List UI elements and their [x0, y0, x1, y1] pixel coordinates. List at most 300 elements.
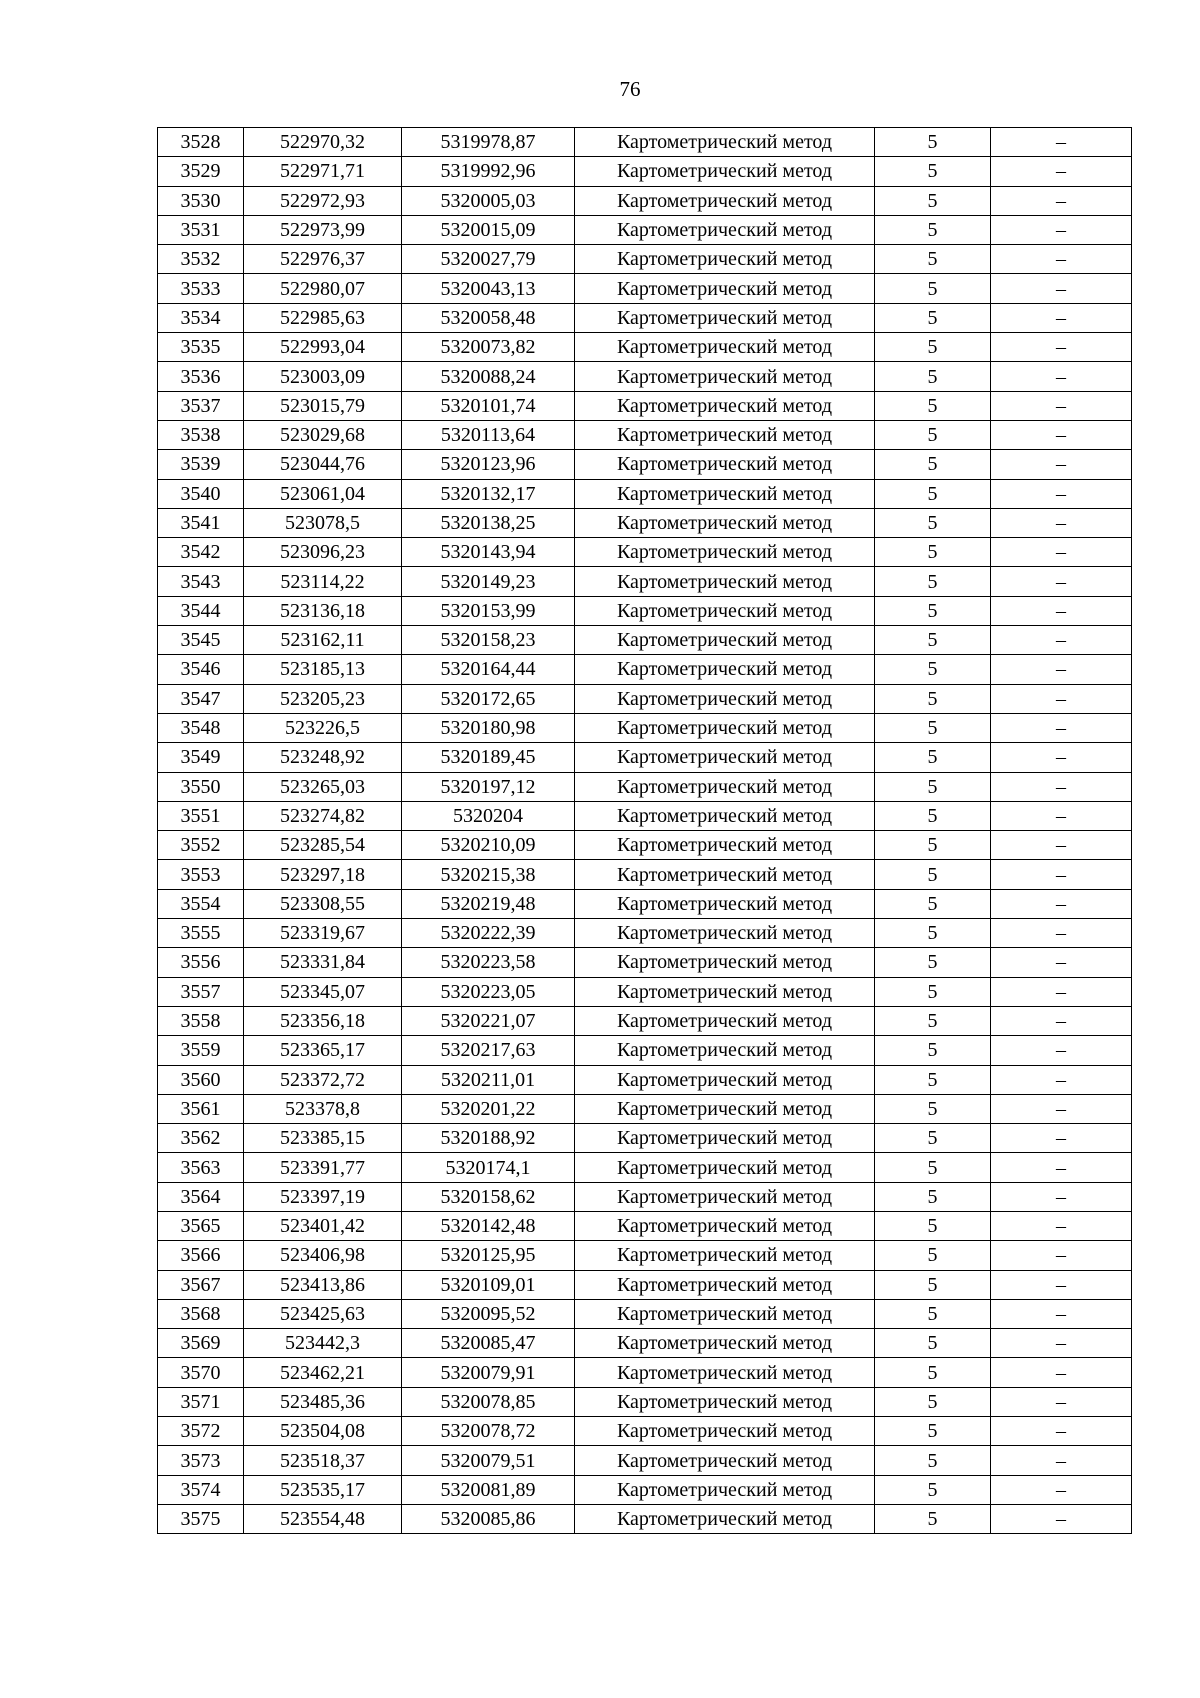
point-number-cell: 3562: [158, 1124, 244, 1153]
x-coordinate-cell: 523319,67: [244, 919, 402, 948]
description-cell: –: [991, 596, 1132, 625]
accuracy-cell: 5: [875, 362, 991, 391]
table-row: [158, 772, 1132, 801]
table-row: [158, 157, 1132, 186]
x-coordinate-cell: 523061,04: [244, 479, 402, 508]
table-row: [158, 391, 1132, 420]
y-coordinate-cell: 5320180,98: [402, 713, 575, 742]
point-number-cell: 3533: [158, 274, 244, 303]
y-coordinate-cell: 5320222,39: [402, 919, 575, 948]
accuracy-cell: 5: [875, 1299, 991, 1328]
x-coordinate-cell: 523462,21: [244, 1358, 402, 1387]
y-coordinate-cell: 5320078,85: [402, 1387, 575, 1416]
description-cell: –: [991, 450, 1132, 479]
x-coordinate-cell: 523185,13: [244, 655, 402, 684]
table-row: [158, 1211, 1132, 1240]
table-row: [158, 684, 1132, 713]
point-number-cell: 3532: [158, 245, 244, 274]
accuracy-cell: 5: [875, 743, 991, 772]
point-number-cell: 3560: [158, 1065, 244, 1094]
method-cell: Картометрический метод: [575, 303, 875, 332]
x-coordinate-cell: 523397,19: [244, 1182, 402, 1211]
x-coordinate-cell: 523297,18: [244, 860, 402, 889]
description-cell: –: [991, 1446, 1132, 1475]
accuracy-cell: 5: [875, 508, 991, 537]
x-coordinate-cell: 523485,36: [244, 1387, 402, 1416]
x-coordinate-cell: 522973,99: [244, 215, 402, 244]
description-cell: –: [991, 948, 1132, 977]
description-cell: –: [991, 831, 1132, 860]
x-coordinate-cell: 523331,84: [244, 948, 402, 977]
accuracy-cell: 5: [875, 772, 991, 801]
description-cell: –: [991, 420, 1132, 449]
description-cell: –: [991, 743, 1132, 772]
table-row: [158, 1329, 1132, 1358]
x-coordinate-cell: 523248,92: [244, 743, 402, 772]
method-cell: Картометрический метод: [575, 772, 875, 801]
description-cell: –: [991, 1094, 1132, 1123]
table-row: [158, 1153, 1132, 1182]
description-cell: –: [991, 303, 1132, 332]
table-row: [158, 743, 1132, 772]
point-number-cell: 3540: [158, 479, 244, 508]
x-coordinate-cell: 522993,04: [244, 333, 402, 362]
accuracy-cell: 5: [875, 1065, 991, 1094]
point-number-cell: 3553: [158, 860, 244, 889]
table-row: [158, 831, 1132, 860]
point-number-cell: 3548: [158, 713, 244, 742]
x-coordinate-cell: 523535,17: [244, 1475, 402, 1504]
point-number-cell: 3568: [158, 1299, 244, 1328]
y-coordinate-cell: 5320138,25: [402, 508, 575, 537]
method-cell: Картометрический метод: [575, 1387, 875, 1416]
accuracy-cell: 5: [875, 1446, 991, 1475]
y-coordinate-cell: 5320215,38: [402, 860, 575, 889]
method-cell: Картометрический метод: [575, 362, 875, 391]
table-row: [158, 1036, 1132, 1065]
description-cell: –: [991, 1124, 1132, 1153]
y-coordinate-cell: 5320132,17: [402, 479, 575, 508]
description-cell: –: [991, 362, 1132, 391]
x-coordinate-cell: 522976,37: [244, 245, 402, 274]
method-cell: Картометрический метод: [575, 508, 875, 537]
method-cell: Картометрический метод: [575, 245, 875, 274]
y-coordinate-cell: 5320204: [402, 801, 575, 830]
x-coordinate-cell: 523136,18: [244, 596, 402, 625]
y-coordinate-cell: 5320078,72: [402, 1417, 575, 1446]
y-coordinate-cell: 5320172,65: [402, 684, 575, 713]
point-number-cell: 3541: [158, 508, 244, 537]
y-coordinate-cell: 5320158,23: [402, 626, 575, 655]
y-coordinate-cell: 5320027,79: [402, 245, 575, 274]
x-coordinate-cell: 523554,48: [244, 1504, 402, 1533]
page-number: 76: [619, 77, 641, 101]
y-coordinate-cell: 5320081,89: [402, 1475, 575, 1504]
method-cell: Картометрический метод: [575, 538, 875, 567]
accuracy-cell: 5: [875, 567, 991, 596]
point-number-cell: 3547: [158, 684, 244, 713]
table-row: [158, 1094, 1132, 1123]
description-cell: –: [991, 772, 1132, 801]
method-cell: Картометрический метод: [575, 919, 875, 948]
x-coordinate-cell: 523114,22: [244, 567, 402, 596]
point-number-cell: 3574: [158, 1475, 244, 1504]
y-coordinate-cell: 5320143,94: [402, 538, 575, 567]
method-cell: Картометрический метод: [575, 1504, 875, 1533]
x-coordinate-cell: 523401,42: [244, 1211, 402, 1240]
point-number-cell: 3561: [158, 1094, 244, 1123]
y-coordinate-cell: 5320223,05: [402, 977, 575, 1006]
y-coordinate-cell: 5320125,95: [402, 1241, 575, 1270]
method-cell: Картометрический метод: [575, 655, 875, 684]
accuracy-cell: 5: [875, 157, 991, 186]
x-coordinate-cell: 522971,71: [244, 157, 402, 186]
y-coordinate-cell: 5320073,82: [402, 333, 575, 362]
accuracy-cell: 5: [875, 713, 991, 742]
method-cell: Картометрический метод: [575, 1299, 875, 1328]
accuracy-cell: 5: [875, 919, 991, 948]
y-coordinate-cell: 5320123,96: [402, 450, 575, 479]
point-number-cell: 3570: [158, 1358, 244, 1387]
method-cell: Картометрический метод: [575, 1475, 875, 1504]
method-cell: Картометрический метод: [575, 684, 875, 713]
accuracy-cell: 5: [875, 948, 991, 977]
x-coordinate-cell: 523356,18: [244, 1006, 402, 1035]
method-cell: Картометрический метод: [575, 626, 875, 655]
accuracy-cell: 5: [875, 479, 991, 508]
description-cell: –: [991, 626, 1132, 655]
description-cell: –: [991, 274, 1132, 303]
description-cell: –: [991, 508, 1132, 537]
y-coordinate-cell: 5320109,01: [402, 1270, 575, 1299]
description-cell: –: [991, 1153, 1132, 1182]
method-cell: Картометрический метод: [575, 1124, 875, 1153]
table-row: [158, 1504, 1132, 1533]
table-row: [158, 1182, 1132, 1211]
point-number-cell: 3555: [158, 919, 244, 948]
method-cell: Картометрический метод: [575, 1446, 875, 1475]
point-number-cell: 3539: [158, 450, 244, 479]
accuracy-cell: 5: [875, 626, 991, 655]
description-cell: –: [991, 1182, 1132, 1211]
y-coordinate-cell: 5320158,62: [402, 1182, 575, 1211]
method-cell: Картометрический метод: [575, 1153, 875, 1182]
table-row: [158, 977, 1132, 1006]
table-row: [158, 538, 1132, 567]
accuracy-cell: 5: [875, 1006, 991, 1035]
table-row: [158, 274, 1132, 303]
accuracy-cell: 5: [875, 801, 991, 830]
accuracy-cell: 5: [875, 596, 991, 625]
method-cell: Картометрический метод: [575, 1182, 875, 1211]
method-cell: Картометрический метод: [575, 1329, 875, 1358]
method-cell: Картометрический метод: [575, 1270, 875, 1299]
accuracy-cell: 5: [875, 303, 991, 332]
x-coordinate-cell: 523504,08: [244, 1417, 402, 1446]
description-cell: –: [991, 479, 1132, 508]
description-cell: –: [991, 157, 1132, 186]
method-cell: Картометрический метод: [575, 420, 875, 449]
method-cell: Картометрический метод: [575, 128, 875, 157]
x-coordinate-cell: 523265,03: [244, 772, 402, 801]
method-cell: Картометрический метод: [575, 1241, 875, 1270]
point-number-cell: 3535: [158, 333, 244, 362]
description-cell: –: [991, 245, 1132, 274]
accuracy-cell: 5: [875, 831, 991, 860]
method-cell: Картометрический метод: [575, 274, 875, 303]
x-coordinate-cell: 523226,5: [244, 713, 402, 742]
y-coordinate-cell: 5320164,44: [402, 655, 575, 684]
accuracy-cell: 5: [875, 977, 991, 1006]
x-coordinate-cell: 523274,82: [244, 801, 402, 830]
table-row: [158, 420, 1132, 449]
method-cell: Картометрический метод: [575, 889, 875, 918]
y-coordinate-cell: 5320058,48: [402, 303, 575, 332]
point-number-cell: 3546: [158, 655, 244, 684]
point-number-cell: 3549: [158, 743, 244, 772]
accuracy-cell: 5: [875, 1182, 991, 1211]
y-coordinate-cell: 5320043,13: [402, 274, 575, 303]
method-cell: Картометрический метод: [575, 1211, 875, 1240]
description-cell: –: [991, 1036, 1132, 1065]
point-number-cell: 3543: [158, 567, 244, 596]
accuracy-cell: 5: [875, 860, 991, 889]
accuracy-cell: 5: [875, 333, 991, 362]
table-row: [158, 1065, 1132, 1094]
accuracy-cell: 5: [875, 186, 991, 215]
description-cell: –: [991, 1329, 1132, 1358]
point-number-cell: 3558: [158, 1006, 244, 1035]
y-coordinate-cell: 5320142,48: [402, 1211, 575, 1240]
accuracy-cell: 5: [875, 1358, 991, 1387]
table-row: [158, 1299, 1132, 1328]
description-cell: –: [991, 186, 1132, 215]
table-row: [158, 1417, 1132, 1446]
method-cell: Картометрический метод: [575, 333, 875, 362]
x-coordinate-cell: 523029,68: [244, 420, 402, 449]
point-number-cell: 3542: [158, 538, 244, 567]
point-number-cell: 3569: [158, 1329, 244, 1358]
description-cell: –: [991, 655, 1132, 684]
method-cell: Картометрический метод: [575, 215, 875, 244]
method-cell: Картометрический метод: [575, 391, 875, 420]
x-coordinate-cell: 523372,72: [244, 1065, 402, 1094]
method-cell: Картометрический метод: [575, 713, 875, 742]
description-cell: –: [991, 1211, 1132, 1240]
y-coordinate-cell: 5319978,87: [402, 128, 575, 157]
method-cell: Картометрический метод: [575, 1094, 875, 1123]
point-number-cell: 3566: [158, 1241, 244, 1270]
y-coordinate-cell: 5320079,51: [402, 1446, 575, 1475]
description-cell: –: [991, 1387, 1132, 1416]
y-coordinate-cell: 5320189,45: [402, 743, 575, 772]
point-number-cell: 3564: [158, 1182, 244, 1211]
x-coordinate-cell: 523385,15: [244, 1124, 402, 1153]
method-cell: Картометрический метод: [575, 1417, 875, 1446]
x-coordinate-cell: 523442,3: [244, 1329, 402, 1358]
method-cell: Картометрический метод: [575, 1358, 875, 1387]
table-row: [158, 801, 1132, 830]
table-row: [158, 1475, 1132, 1504]
point-number-cell: 3534: [158, 303, 244, 332]
y-coordinate-cell: 5320210,09: [402, 831, 575, 860]
x-coordinate-cell: 523003,09: [244, 362, 402, 391]
table-row: [158, 948, 1132, 977]
description-cell: –: [991, 889, 1132, 918]
point-number-cell: 3528: [158, 128, 244, 157]
accuracy-cell: 5: [875, 1504, 991, 1533]
x-coordinate-cell: 523078,5: [244, 508, 402, 537]
method-cell: Картометрический метод: [575, 450, 875, 479]
description-cell: –: [991, 801, 1132, 830]
description-cell: –: [991, 684, 1132, 713]
method-cell: Картометрический метод: [575, 831, 875, 860]
point-number-cell: 3545: [158, 626, 244, 655]
accuracy-cell: 5: [875, 215, 991, 244]
y-coordinate-cell: 5320153,99: [402, 596, 575, 625]
accuracy-cell: 5: [875, 1094, 991, 1123]
y-coordinate-cell: 5320149,23: [402, 567, 575, 596]
method-cell: Картометрический метод: [575, 1065, 875, 1094]
accuracy-cell: 5: [875, 420, 991, 449]
accuracy-cell: 5: [875, 1153, 991, 1182]
accuracy-cell: 5: [875, 1329, 991, 1358]
description-cell: –: [991, 567, 1132, 596]
point-number-cell: 3551: [158, 801, 244, 830]
x-coordinate-cell: 523406,98: [244, 1241, 402, 1270]
y-coordinate-cell: 5320211,01: [402, 1065, 575, 1094]
x-coordinate-cell: 523425,63: [244, 1299, 402, 1328]
accuracy-cell: 5: [875, 391, 991, 420]
point-number-cell: 3529: [158, 157, 244, 186]
point-number-cell: 3544: [158, 596, 244, 625]
description-cell: –: [991, 215, 1132, 244]
accuracy-cell: 5: [875, 1124, 991, 1153]
y-coordinate-cell: 5319992,96: [402, 157, 575, 186]
description-cell: –: [991, 1065, 1132, 1094]
point-number-cell: 3573: [158, 1446, 244, 1475]
point-number-cell: 3552: [158, 831, 244, 860]
method-cell: Картометрический метод: [575, 743, 875, 772]
point-number-cell: 3557: [158, 977, 244, 1006]
accuracy-cell: 5: [875, 1387, 991, 1416]
accuracy-cell: 5: [875, 889, 991, 918]
point-number-cell: 3575: [158, 1504, 244, 1533]
y-coordinate-cell: 5320217,63: [402, 1036, 575, 1065]
accuracy-cell: 5: [875, 1270, 991, 1299]
table-row: [158, 362, 1132, 391]
y-coordinate-cell: 5320015,09: [402, 215, 575, 244]
x-coordinate-cell: 523162,11: [244, 626, 402, 655]
method-cell: Картометрический метод: [575, 948, 875, 977]
table-row: [158, 1358, 1132, 1387]
table-row: [158, 919, 1132, 948]
point-number-cell: 3567: [158, 1270, 244, 1299]
point-number-cell: 3537: [158, 391, 244, 420]
x-coordinate-cell: 523518,37: [244, 1446, 402, 1475]
x-coordinate-cell: 523205,23: [244, 684, 402, 713]
accuracy-cell: 5: [875, 128, 991, 157]
x-coordinate-cell: 523308,55: [244, 889, 402, 918]
y-coordinate-cell: 5320101,74: [402, 391, 575, 420]
description-cell: –: [991, 128, 1132, 157]
y-coordinate-cell: 5320174,1: [402, 1153, 575, 1182]
point-number-cell: 3550: [158, 772, 244, 801]
description-cell: –: [991, 977, 1132, 1006]
description-cell: –: [991, 1299, 1132, 1328]
x-coordinate-cell: 522985,63: [244, 303, 402, 332]
description-cell: –: [991, 1475, 1132, 1504]
method-cell: Картометрический метод: [575, 1036, 875, 1065]
coordinates-table-body: [158, 128, 1132, 1534]
accuracy-cell: 5: [875, 1417, 991, 1446]
table-row: [158, 1006, 1132, 1035]
description-cell: –: [991, 538, 1132, 567]
x-coordinate-cell: 523413,86: [244, 1270, 402, 1299]
description-cell: –: [991, 333, 1132, 362]
y-coordinate-cell: 5320079,91: [402, 1358, 575, 1387]
table-row: [158, 626, 1132, 655]
table-row: [158, 215, 1132, 244]
description-cell: –: [991, 1241, 1132, 1270]
method-cell: Картометрический метод: [575, 479, 875, 508]
method-cell: Картометрический метод: [575, 567, 875, 596]
x-coordinate-cell: 522972,93: [244, 186, 402, 215]
description-cell: –: [991, 1358, 1132, 1387]
table-row: [158, 303, 1132, 332]
table-row: [158, 1241, 1132, 1270]
x-coordinate-cell: 523378,8: [244, 1094, 402, 1123]
method-cell: Картометрический метод: [575, 157, 875, 186]
table-row: [158, 479, 1132, 508]
table-row: [158, 186, 1132, 215]
table-row: [158, 508, 1132, 537]
point-number-cell: 3565: [158, 1211, 244, 1240]
point-number-cell: 3554: [158, 889, 244, 918]
y-coordinate-cell: 5320197,12: [402, 772, 575, 801]
point-number-cell: 3556: [158, 948, 244, 977]
point-number-cell: 3563: [158, 1153, 244, 1182]
y-coordinate-cell: 5320085,47: [402, 1329, 575, 1358]
x-coordinate-cell: 523345,07: [244, 977, 402, 1006]
x-coordinate-cell: 522980,07: [244, 274, 402, 303]
point-number-cell: 3531: [158, 215, 244, 244]
table-row: [158, 567, 1132, 596]
y-coordinate-cell: 5320221,07: [402, 1006, 575, 1035]
y-coordinate-cell: 5320095,52: [402, 1299, 575, 1328]
description-cell: –: [991, 713, 1132, 742]
description-cell: –: [991, 391, 1132, 420]
y-coordinate-cell: 5320005,03: [402, 186, 575, 215]
x-coordinate-cell: 522970,32: [244, 128, 402, 157]
description-cell: –: [991, 1006, 1132, 1035]
x-coordinate-cell: 523044,76: [244, 450, 402, 479]
x-coordinate-cell: 523365,17: [244, 1036, 402, 1065]
table-row: [158, 1446, 1132, 1475]
method-cell: Картометрический метод: [575, 596, 875, 625]
table-row: [158, 713, 1132, 742]
x-coordinate-cell: 523391,77: [244, 1153, 402, 1182]
x-coordinate-cell: 523285,54: [244, 831, 402, 860]
y-coordinate-cell: 5320219,48: [402, 889, 575, 918]
x-coordinate-cell: 523096,23: [244, 538, 402, 567]
table-row: [158, 1387, 1132, 1416]
method-cell: Картометрический метод: [575, 977, 875, 1006]
accuracy-cell: 5: [875, 274, 991, 303]
method-cell: Картометрический метод: [575, 186, 875, 215]
table-row: [158, 655, 1132, 684]
method-cell: Картометрический метод: [575, 1006, 875, 1035]
